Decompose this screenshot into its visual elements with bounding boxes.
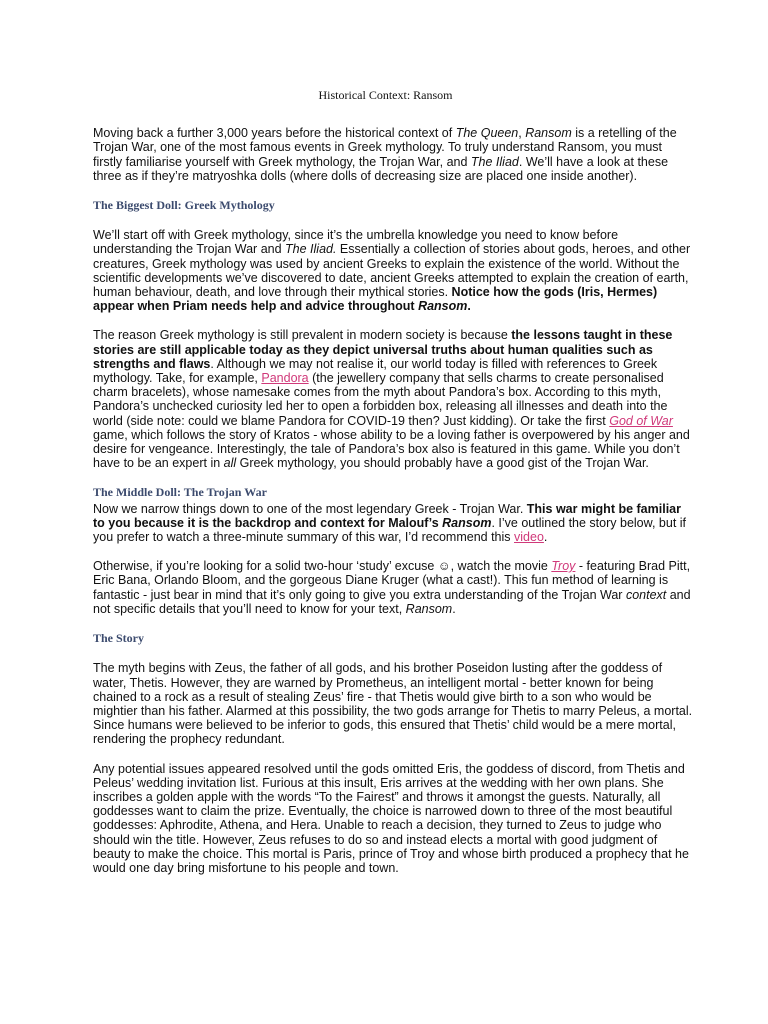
emphasis-all: all bbox=[223, 456, 237, 471]
ransom-title: Ransom bbox=[405, 601, 453, 616]
paragraph-text: . bbox=[467, 299, 471, 314]
bold-note: Notice how the gods (Iris, Hermes) appear when Priam needs help and advice throughout bbox=[93, 285, 658, 314]
story-paragraph-2: Any potential issues appeared resolved until the gods omitted Eris, the goddess of discord, from Thetis and Peleus’ wedding invitation list. Furious at this insult, Eris arrives at the wedding with her own plans. She inscribes a golden apple with the words “To the Fairest” and throws it amongst the guests. Naturally, all goddesses want to claim the prize. Eventually, the choice is narrowed down to three of the most beautiful goddesses: Aphrodite, Athena, and Hera. Unable to reach a decision, they turned to Zeus to judge who should win the title. However, Zeus refuses to do so and instead elects a mortal with good judgment of beauty to make the choice. This mortal is Paris, prince of Troy and whose birth produced a prophecy that he would one day bring misfortune to his people and town. bbox=[93, 761, 689, 875]
paragraph-text: . I’ve outlined the story below, but if you prefer to watch a three-minute summary of this war, I’d recommend this bbox=[93, 515, 687, 545]
ransom-title: Ransom bbox=[418, 299, 468, 314]
intro-paragraph bbox=[93, 126, 693, 183]
paragraph-text: - featuring Brad Pitt, Eric Bana, Orlando Bloom, and the gorgeous Diane Kruger (what a cast!). This fun method of learning is fantastic - just bear in mind that it’s only going to give you extra understanding of the Trojan War bbox=[93, 559, 691, 602]
paragraph-text: . bbox=[543, 530, 548, 545]
intro-text: is a retelling of the Trojan War, one of the most famous events in Greek mythology. To truly understand Ransom, you must firstly familiarise yourself with Greek mythology, the Trojan War, and bbox=[93, 126, 677, 169]
intro-iliad-title: The Iliad bbox=[470, 154, 519, 169]
paragraph-text: Essentially a collection of stories about gods, heroes, and other creatures, Greek mythology was used by ancient Greeks to explain the existence of the world. Without the scientific developments we’ve discovered to date, ancient Greeks attempted to explain the creation of earth, human behaviour, death, and love through their mythical stories. bbox=[93, 242, 691, 300]
paragraph-text: Now we narrow things down to one of the most legendary Greek - Trojan War. bbox=[93, 501, 527, 516]
trojan-war-paragraph-2 bbox=[93, 559, 693, 616]
paragraph-text: The reason Greek mythology is still prevalent in modern society is because bbox=[93, 328, 512, 343]
intro-text: Moving back a further 3,000 years before the historical context of bbox=[93, 126, 456, 141]
paragraph-text: . Although we may not realise it, our world today is filled with references to Greek mythology. Take, for example, bbox=[93, 356, 658, 386]
intro-text: , bbox=[518, 126, 526, 141]
paragraph-text: We’ll start off with Greek mythology, since it’s the umbrella knowledge you need to know before understanding the Trojan War and bbox=[93, 228, 619, 257]
document-title: Historical Context: Ransom bbox=[318, 88, 453, 102]
bold-lesson: the lessons taught in these stories are still applicable today as they depict universal truths about human qualities such as strengths and flaws bbox=[93, 328, 673, 371]
pandora-link[interactable]: Pandora bbox=[261, 371, 309, 386]
intro-ransom-title: Ransom bbox=[525, 126, 572, 141]
troy-link[interactable] bbox=[551, 559, 575, 573]
section-heading-trojan-war: The Middle Doll: The Trojan War bbox=[93, 485, 267, 500]
paragraph-text: and not specific details that you’ll need to know for your text, bbox=[93, 587, 691, 616]
god-of-war-link-text: God of War bbox=[609, 413, 673, 428]
intro-text: . We’ll have a look at these three as if they’re matryoshka dolls (where dolls of decreasing size are placed one inside another). bbox=[93, 154, 669, 183]
paragraph-text: game, which follows the story of Kratos - whose ability to be a loving father is overpowered by his anger and desire for vengeance. Interestingly, the tale of Pandora’s box also is featured in this game. While you don’t have to be an expert in bbox=[93, 427, 690, 471]
story-paragraph-1: The myth begins with Zeus, the father of all gods, and his brother Poseidon lusting after the goddess of water, Thetis. However, they are warned by Prometheus, an intelligent mortal - better known for being chained to a rock as a result of stealing Zeus’ fire - that Thetis would give birth to a son who would be mightier than his father. Alarmed at this possibility, the two gods arrange for Thetis to marry Peleus, a mortal. Since humans were believed to be inferior to gods, this ensured that Thetis’ child would be a mere mortal, rendering the prophecy redundant. bbox=[93, 661, 693, 747]
greek-mythology-paragraph-1 bbox=[93, 228, 693, 313]
document-body bbox=[93, 88, 693, 875]
greek-mythology-paragraph-2 bbox=[93, 328, 693, 470]
paragraph-text: (the jewellery company that sells charms to create personalised charm bracelets), whose namesake comes from the myth about Pandora’s box. According to this myth, Pandora’s unchecked curiosity led her to open a forbidden box, releasing all illnesses and death into the world (side note: could we blame Pandora for COVID-19 then? Just kidding). Or take the first bbox=[93, 371, 668, 428]
emphasis-context: context bbox=[625, 587, 667, 602]
troy-link-text: Troy bbox=[551, 559, 576, 574]
bold-note: This war might be familiar to you because it is the backdrop and context for Malouf’s bbox=[93, 501, 681, 530]
trojan-war-paragraph-1 bbox=[93, 502, 693, 545]
section-heading-the-story: The Story bbox=[93, 631, 144, 646]
intro-queen-title: The Queen bbox=[455, 126, 519, 141]
iliad-title: The Iliad. bbox=[285, 242, 337, 257]
paragraph-text: . bbox=[452, 601, 456, 616]
section-heading-greek-mythology: The Biggest Doll: Greek Mythology bbox=[93, 198, 275, 213]
god-of-war-link[interactable] bbox=[609, 414, 673, 428]
ransom-title: Ransom bbox=[442, 515, 492, 530]
paragraph-text: Otherwise, if you’re looking for a solid two-hour ‘study’ excuse ☺, watch the movie bbox=[93, 559, 552, 574]
paragraph-text: Greek mythology, you should probably have a good gist of the Trojan War. bbox=[236, 456, 649, 471]
video-link[interactable]: video bbox=[514, 530, 544, 545]
